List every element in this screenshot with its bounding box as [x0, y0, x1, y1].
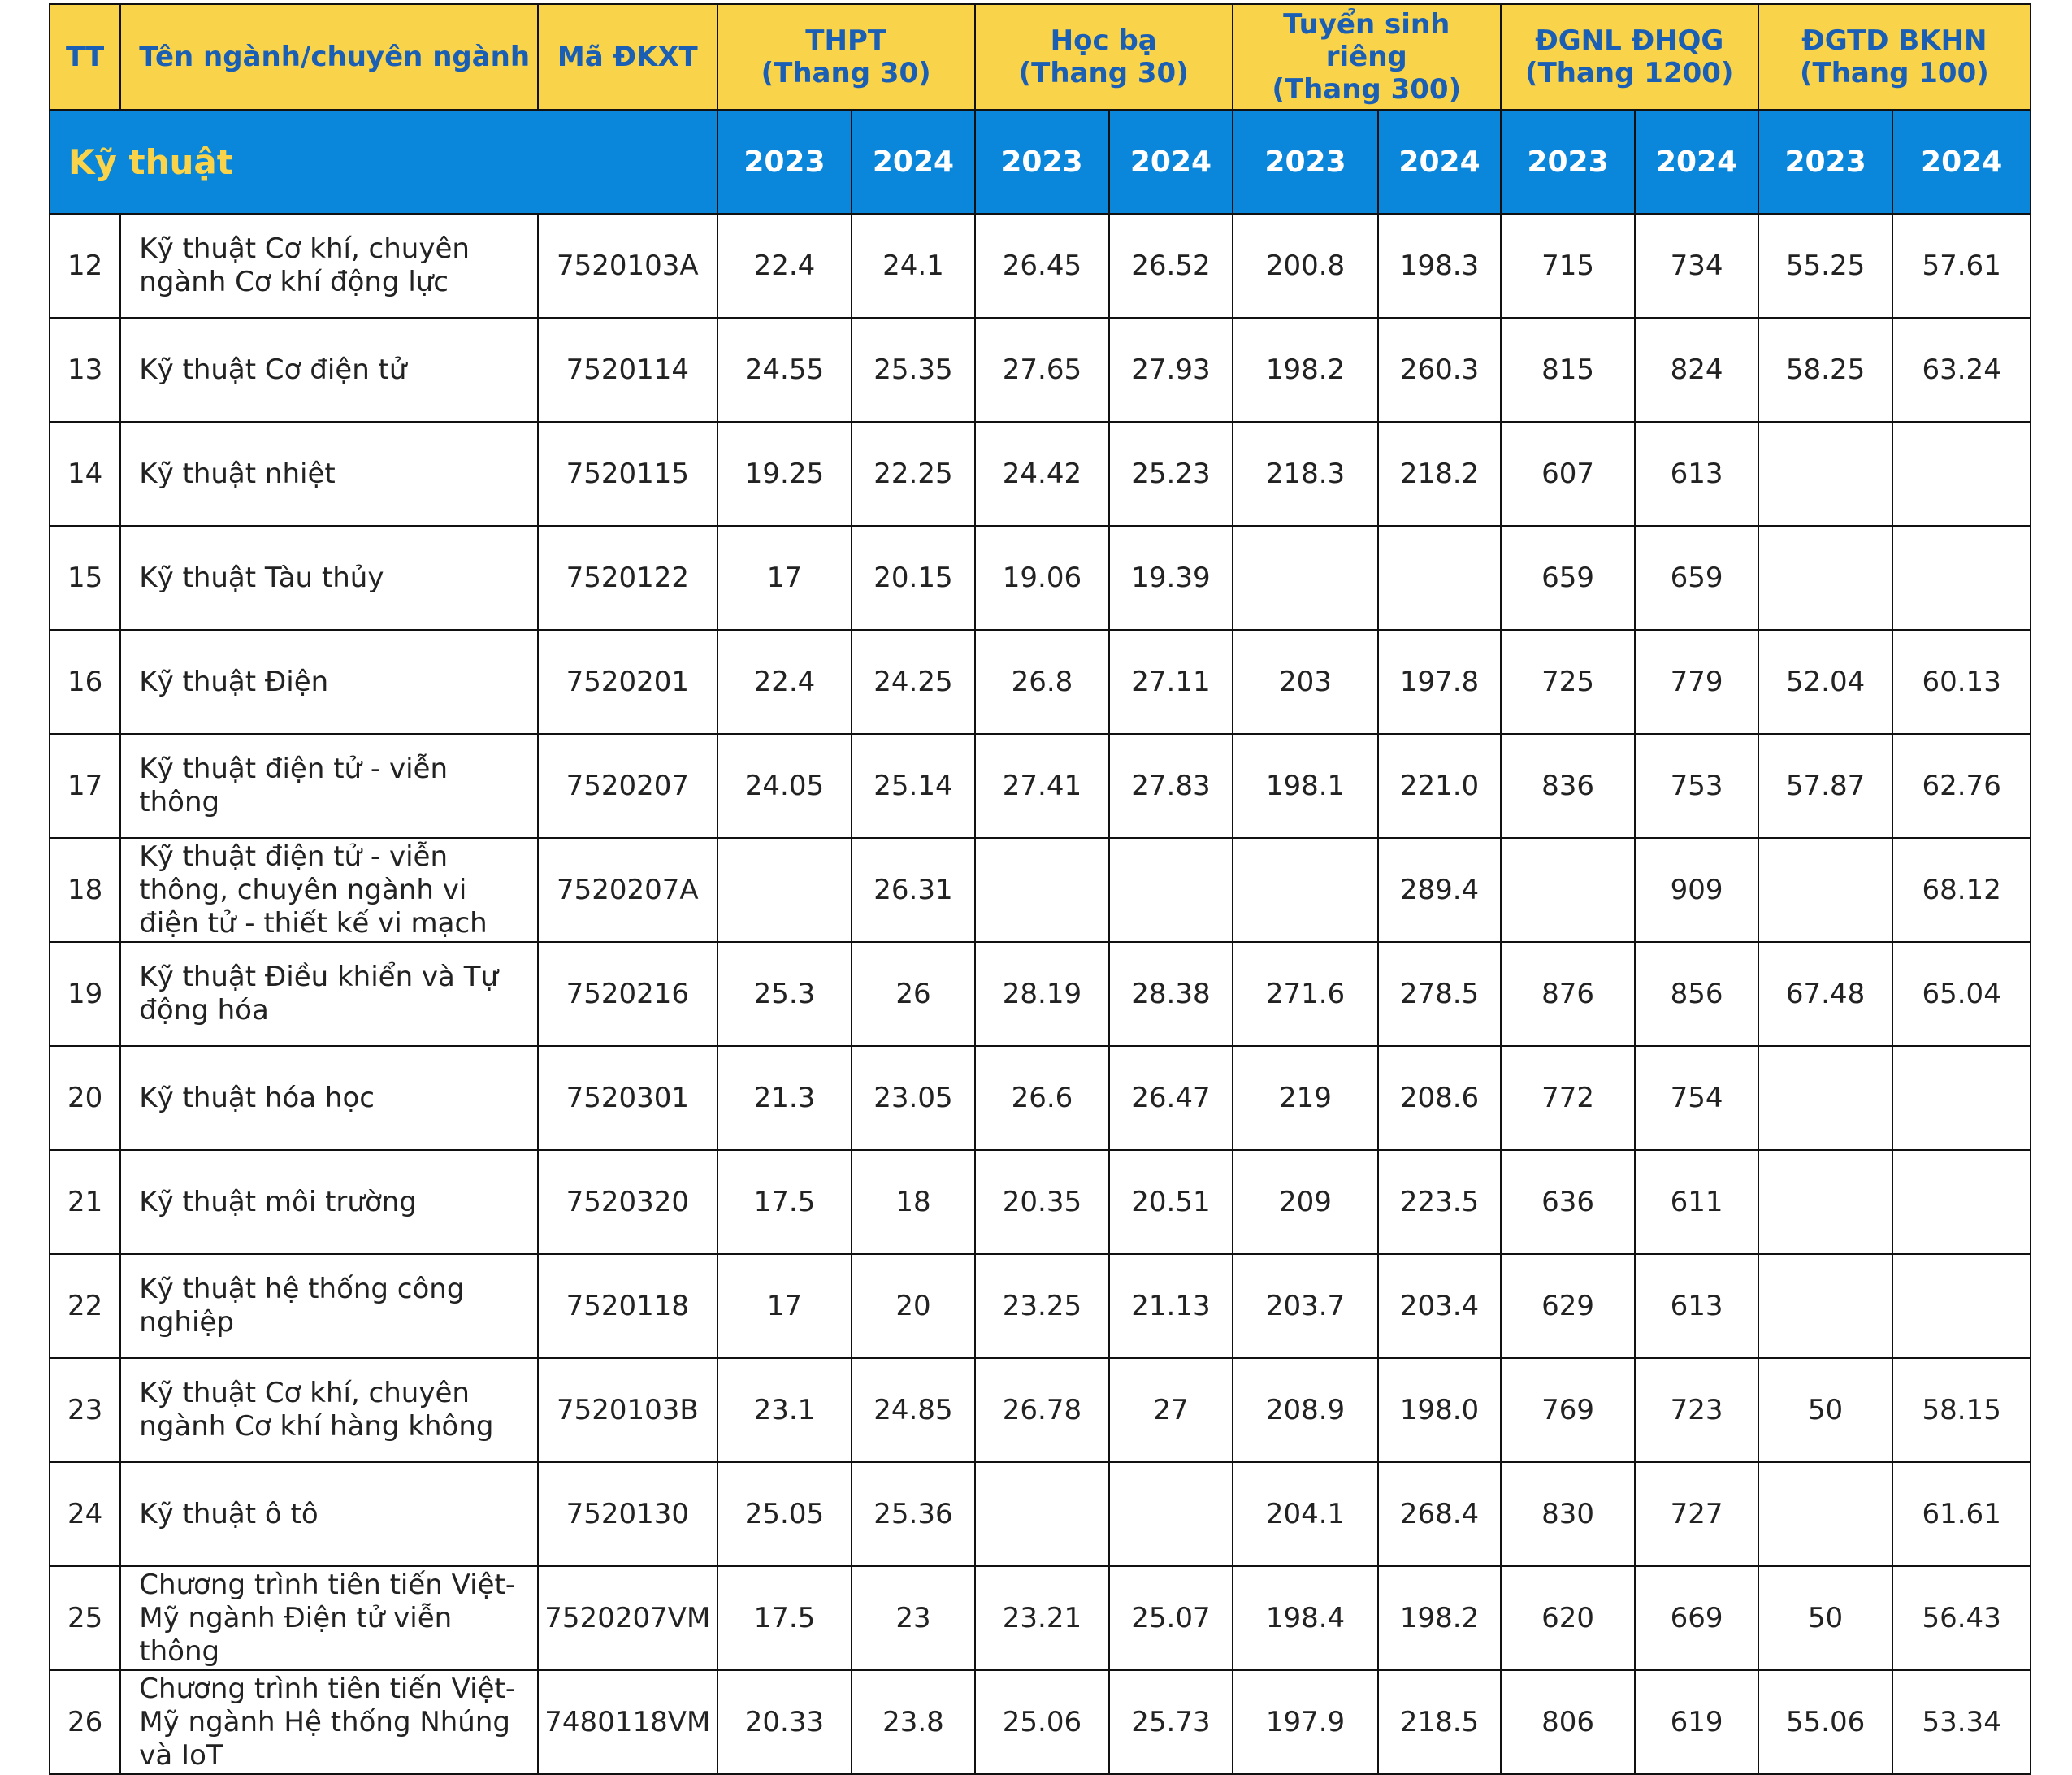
score-cell: 25.73 [1109, 1670, 1232, 1774]
score-cell: 27.93 [1109, 318, 1232, 422]
score-cell: 772 [1501, 1046, 1636, 1150]
score-cell: 223.5 [1378, 1150, 1500, 1254]
section-title: Kỹ thuật [50, 110, 717, 214]
score-cell: 613 [1635, 422, 1758, 526]
score-cell: 17 [717, 526, 852, 630]
group-scale: (Thang 30) [1018, 57, 1189, 89]
score-cell: 22.25 [852, 422, 974, 526]
score-cell: 198.3 [1378, 214, 1500, 318]
score-cell: 198.2 [1378, 1566, 1500, 1670]
score-cell: 753 [1635, 734, 1758, 838]
score-cell: 22.4 [717, 630, 852, 734]
score-cell: 25.3 [717, 942, 852, 1046]
score-cell: 198.1 [1233, 734, 1379, 838]
score-cell [975, 1462, 1110, 1566]
header-group-dgtd [1758, 4, 2031, 110]
score-cell: 203.4 [1378, 1254, 1500, 1358]
score-cell: 68.12 [1892, 838, 2031, 942]
row-code: 7520115 [538, 422, 717, 526]
score-cell: 61.61 [1892, 1462, 2031, 1566]
score-cell: 268.4 [1378, 1462, 1500, 1566]
header-group-tuyen-sinh-rieng [1233, 4, 1501, 110]
score-cell: 876 [1501, 942, 1636, 1046]
score-cell: 50 [1758, 1566, 1893, 1670]
group-scale: (Thang 30) [761, 57, 931, 89]
row-code: 7520201 [538, 630, 717, 734]
score-cell: 24.55 [717, 318, 852, 422]
score-cell: 611 [1635, 1150, 1758, 1254]
score-cell: 620 [1501, 1566, 1636, 1670]
score-cell [1109, 1462, 1232, 1566]
score-cell: 221.0 [1378, 734, 1500, 838]
score-cell [1501, 838, 1636, 942]
score-cell: 208.9 [1233, 1358, 1379, 1462]
score-cell: 23.25 [975, 1254, 1110, 1358]
score-cell: 289.4 [1378, 838, 1500, 942]
score-cell: 278.5 [1378, 942, 1500, 1046]
year-cell: 2024 [1635, 110, 1758, 214]
score-cell: 836 [1501, 734, 1636, 838]
row-tt: 18 [50, 838, 120, 942]
score-cell: 55.25 [1758, 214, 1893, 318]
table-row [50, 1046, 2031, 1150]
table-row [50, 318, 2031, 422]
admission-score-table [49, 3, 2031, 1775]
row-code: 7480118VM [538, 1670, 717, 1774]
score-cell: 806 [1501, 1670, 1636, 1774]
score-cell [1892, 1150, 2031, 1254]
score-cell [1109, 838, 1232, 942]
score-cell: 20.15 [852, 526, 974, 630]
score-cell: 24.25 [852, 630, 974, 734]
row-major-name: Kỹ thuật Cơ khí, chuyên ngành Cơ khí động lực [120, 214, 538, 318]
score-cell: 62.76 [1892, 734, 2031, 838]
header-code: Mã ĐKXT [538, 4, 717, 110]
score-cell [1758, 1462, 1893, 1566]
group-title: Học bạ [1050, 24, 1157, 57]
score-cell: 218.5 [1378, 1670, 1500, 1774]
score-cell: 208.6 [1378, 1046, 1500, 1150]
score-cell: 198.0 [1378, 1358, 1500, 1462]
year-cell: 2023 [975, 110, 1110, 214]
score-cell: 19.39 [1109, 526, 1232, 630]
score-cell: 58.15 [1892, 1358, 2031, 1462]
score-cell: 197.9 [1233, 1670, 1379, 1774]
table-row [50, 1670, 2031, 1774]
score-cell: 830 [1501, 1462, 1636, 1566]
year-cell: 2024 [1892, 110, 2031, 214]
score-cell: 21.13 [1109, 1254, 1232, 1358]
score-cell: 769 [1501, 1358, 1636, 1462]
score-cell: 824 [1635, 318, 1758, 422]
score-cell [1892, 526, 2031, 630]
score-cell: 20.51 [1109, 1150, 1232, 1254]
row-code: 7520130 [538, 1462, 717, 1566]
score-cell: 20.33 [717, 1670, 852, 1774]
score-cell: 17.5 [717, 1150, 852, 1254]
row-code: 7520122 [538, 526, 717, 630]
score-cell [1758, 1254, 1893, 1358]
score-cell [1758, 838, 1893, 942]
score-cell: 23.8 [852, 1670, 974, 1774]
row-tt: 21 [50, 1150, 120, 1254]
score-cell: 779 [1635, 630, 1758, 734]
year-cell: 2024 [852, 110, 974, 214]
score-cell: 203 [1233, 630, 1379, 734]
score-cell: 198.4 [1233, 1566, 1379, 1670]
score-cell: 56.43 [1892, 1566, 2031, 1670]
row-major-name: Kỹ thuật Cơ khí, chuyên ngành Cơ khí hàng không [120, 1358, 538, 1462]
score-cell: 17.5 [717, 1566, 852, 1670]
row-major-name: Kỹ thuật Điện [120, 630, 538, 734]
header-group-hocba [975, 4, 1233, 110]
table-row [50, 214, 2031, 318]
row-tt: 24 [50, 1462, 120, 1566]
group-scale: (Thang 300) [1272, 73, 1462, 106]
score-cell: 197.8 [1378, 630, 1500, 734]
score-cell [1758, 526, 1893, 630]
score-cell: 26.8 [975, 630, 1110, 734]
score-cell: 260.3 [1378, 318, 1500, 422]
year-cell: 2023 [1758, 110, 1893, 214]
score-cell: 28.19 [975, 942, 1110, 1046]
group-title: Tuyển sinh riêng [1283, 8, 1450, 73]
score-cell: 25.07 [1109, 1566, 1232, 1670]
group-title: ĐGNL ĐHQG [1535, 24, 1724, 57]
score-cell: 636 [1501, 1150, 1636, 1254]
table-row [50, 734, 2031, 838]
row-tt: 19 [50, 942, 120, 1046]
score-cell: 23.05 [852, 1046, 974, 1150]
row-major-name: Kỹ thuật môi trường [120, 1150, 538, 1254]
score-cell [1378, 526, 1500, 630]
year-cell: 2024 [1109, 110, 1232, 214]
row-code: 7520320 [538, 1150, 717, 1254]
score-cell: 25.14 [852, 734, 974, 838]
row-code: 7520103B [538, 1358, 717, 1462]
table-row [50, 422, 2031, 526]
row-major-name: Kỹ thuật Tàu thủy [120, 526, 538, 630]
score-cell: 17 [717, 1254, 852, 1358]
score-cell [1233, 838, 1379, 942]
score-cell: 734 [1635, 214, 1758, 318]
score-cell: 815 [1501, 318, 1636, 422]
score-cell: 27.41 [975, 734, 1110, 838]
score-cell: 67.48 [1758, 942, 1893, 1046]
row-tt: 20 [50, 1046, 120, 1150]
score-cell: 629 [1501, 1254, 1636, 1358]
table-row [50, 838, 2031, 942]
score-cell: 669 [1635, 1566, 1758, 1670]
score-cell [1758, 1046, 1893, 1150]
row-tt: 25 [50, 1566, 120, 1670]
row-code: 7520114 [538, 318, 717, 422]
table-row [50, 526, 2031, 630]
row-major-name: Chương trình tiên tiến Việt-Mỹ ngành Điện tử viễn thông [120, 1566, 538, 1670]
table-row [50, 1462, 2031, 1566]
table-row [50, 942, 2031, 1046]
score-cell: 27.83 [1109, 734, 1232, 838]
score-cell: 909 [1635, 838, 1758, 942]
row-major-name: Kỹ thuật hệ thống công nghiệp [120, 1254, 538, 1358]
score-cell: 26.47 [1109, 1046, 1232, 1150]
score-cell: 63.24 [1892, 318, 2031, 422]
row-code: 7520207 [538, 734, 717, 838]
score-cell [717, 838, 852, 942]
section-row [50, 110, 2031, 214]
score-cell: 57.61 [1892, 214, 2031, 318]
score-cell: 659 [1635, 526, 1758, 630]
score-cell: 723 [1635, 1358, 1758, 1462]
score-cell: 60.13 [1892, 630, 2031, 734]
row-tt: 16 [50, 630, 120, 734]
score-cell: 65.04 [1892, 942, 2031, 1046]
score-cell: 24.1 [852, 214, 974, 318]
row-major-name: Kỹ thuật hóa học [120, 1046, 538, 1150]
table-row [50, 1150, 2031, 1254]
score-cell: 25.35 [852, 318, 974, 422]
score-cell [1892, 1254, 2031, 1358]
score-cell: 26.45 [975, 214, 1110, 318]
score-cell: 23.21 [975, 1566, 1110, 1670]
score-cell: 24.05 [717, 734, 852, 838]
score-cell: 25.06 [975, 1670, 1110, 1774]
score-cell: 754 [1635, 1046, 1758, 1150]
score-cell: 26.6 [975, 1046, 1110, 1150]
score-cell: 727 [1635, 1462, 1758, 1566]
header-group-thpt [717, 4, 975, 110]
row-major-name: Kỹ thuật Điều khiển và Tự động hóa [120, 942, 538, 1046]
score-cell: 26.31 [852, 838, 974, 942]
score-cell: 27 [1109, 1358, 1232, 1462]
score-cell: 209 [1233, 1150, 1379, 1254]
score-cell: 50 [1758, 1358, 1893, 1462]
score-cell: 58.25 [1758, 318, 1893, 422]
header-tt: TT [50, 4, 120, 110]
row-code: 7520207A [538, 838, 717, 942]
score-cell: 26 [852, 942, 974, 1046]
year-cell: 2023 [717, 110, 852, 214]
row-major-name: Kỹ thuật nhiệt [120, 422, 538, 526]
row-major-name: Kỹ thuật điện tử - viễn thông [120, 734, 538, 838]
score-cell: 52.04 [1758, 630, 1893, 734]
table-row [50, 630, 2031, 734]
row-code: 7520207VM [538, 1566, 717, 1670]
row-tt: 15 [50, 526, 120, 630]
row-major-name: Kỹ thuật điện tử - viễn thông, chuyên ngành vi điện tử - thiết kế vi mạch [120, 838, 538, 942]
score-cell: 24.85 [852, 1358, 974, 1462]
score-cell: 57.87 [1758, 734, 1893, 838]
score-cell: 20 [852, 1254, 974, 1358]
score-cell: 18 [852, 1150, 974, 1254]
score-cell: 53.34 [1892, 1670, 2031, 1774]
row-code: 7520118 [538, 1254, 717, 1358]
group-title: ĐGTD BKHN [1801, 24, 1987, 57]
table-row [50, 1566, 2031, 1670]
row-tt: 14 [50, 422, 120, 526]
score-cell: 725 [1501, 630, 1636, 734]
score-cell [975, 838, 1110, 942]
row-tt: 23 [50, 1358, 120, 1462]
row-tt: 12 [50, 214, 120, 318]
score-cell: 219 [1233, 1046, 1379, 1150]
score-cell: 25.36 [852, 1462, 974, 1566]
year-cell: 2023 [1233, 110, 1379, 214]
score-cell: 23.1 [717, 1358, 852, 1462]
score-cell: 856 [1635, 942, 1758, 1046]
row-code: 7520103A [538, 214, 717, 318]
row-code: 7520216 [538, 942, 717, 1046]
score-cell: 204.1 [1233, 1462, 1379, 1566]
score-cell: 26.52 [1109, 214, 1232, 318]
score-cell [1892, 1046, 2031, 1150]
score-cell: 659 [1501, 526, 1636, 630]
score-cell: 20.35 [975, 1150, 1110, 1254]
score-cell: 23 [852, 1566, 974, 1670]
row-code: 7520301 [538, 1046, 717, 1150]
score-cell [1892, 422, 2031, 526]
group-title: THPT [805, 24, 887, 57]
table-row [50, 1254, 2031, 1358]
score-cell: 619 [1635, 1670, 1758, 1774]
year-cell: 2023 [1501, 110, 1636, 214]
row-tt: 26 [50, 1670, 120, 1774]
score-cell: 27.11 [1109, 630, 1232, 734]
score-cell: 26.78 [975, 1358, 1110, 1462]
year-cell: 2024 [1378, 110, 1500, 214]
row-tt: 22 [50, 1254, 120, 1358]
row-major-name: Kỹ thuật Cơ điện tử [120, 318, 538, 422]
score-cell: 200.8 [1233, 214, 1379, 318]
score-cell: 22.4 [717, 214, 852, 318]
score-cell: 271.6 [1233, 942, 1379, 1046]
score-cell: 198.2 [1233, 318, 1379, 422]
header-group-dgnl [1501, 4, 1758, 110]
score-cell [1233, 526, 1379, 630]
score-cell: 19.06 [975, 526, 1110, 630]
score-cell: 19.25 [717, 422, 852, 526]
score-cell [1758, 422, 1893, 526]
row-tt: 17 [50, 734, 120, 838]
score-cell: 25.23 [1109, 422, 1232, 526]
row-tt: 13 [50, 318, 120, 422]
header-major-name: Tên ngành/chuyên ngành [120, 4, 538, 110]
score-cell: 218.3 [1233, 422, 1379, 526]
group-scale: (Thang 100) [1800, 57, 1989, 89]
row-major-name: Chương trình tiên tiến Việt-Mỹ ngành Hệ thống Nhúng và IoT [120, 1670, 538, 1774]
score-cell: 607 [1501, 422, 1636, 526]
score-cell: 55.06 [1758, 1670, 1893, 1774]
table-header-row [50, 4, 2031, 110]
score-cell: 218.2 [1378, 422, 1500, 526]
score-cell: 24.42 [975, 422, 1110, 526]
score-cell: 28.38 [1109, 942, 1232, 1046]
score-cell: 25.05 [717, 1462, 852, 1566]
score-cell [1758, 1150, 1893, 1254]
score-cell: 203.7 [1233, 1254, 1379, 1358]
row-major-name: Kỹ thuật ô tô [120, 1462, 538, 1566]
score-cell: 715 [1501, 214, 1636, 318]
group-scale: (Thang 1200) [1525, 57, 1734, 89]
score-cell: 27.65 [975, 318, 1110, 422]
score-cell: 21.3 [717, 1046, 852, 1150]
table-row [50, 1358, 2031, 1462]
score-cell: 613 [1635, 1254, 1758, 1358]
